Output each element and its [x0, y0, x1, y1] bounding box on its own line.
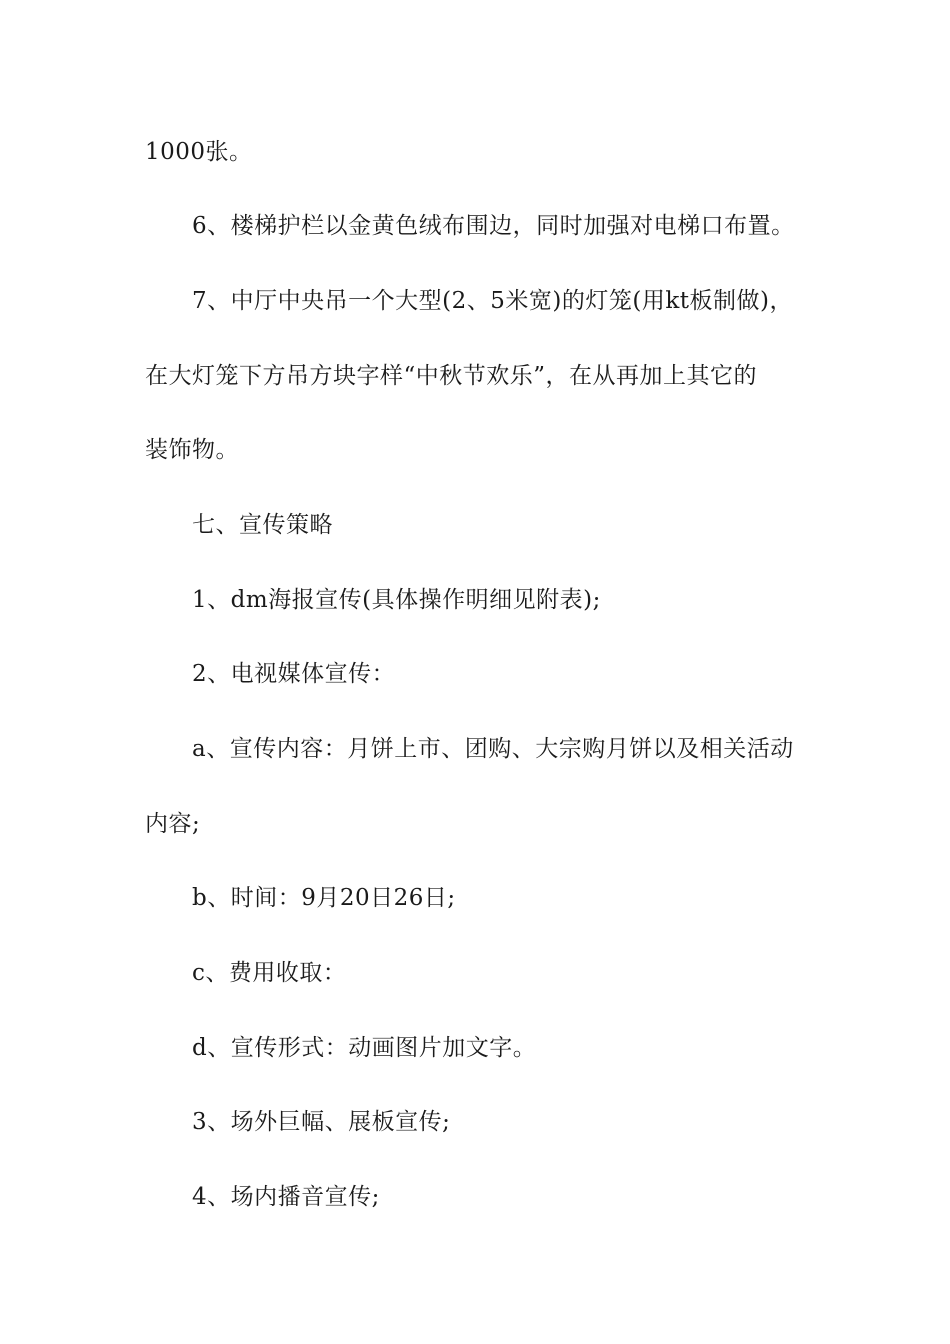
- text-line-item-7-end: 装饰物。: [145, 437, 239, 463]
- text-line-promo-c: c、费用收取：: [192, 960, 347, 986]
- text-line-promo-a: a、宣传内容：月饼上市、团购、大宗购月饼以及相关活动: [192, 736, 794, 762]
- text-line-quantity: 1000张。: [145, 139, 253, 165]
- text-line-promo-d: d、宣传形式：动画图片加文字。: [192, 1035, 537, 1061]
- text-line-item-6: 6、楼梯护栏以金黄色绒布围边，同时加强对电梯口布置。: [192, 213, 795, 239]
- text-line-promo-4: 4、场内播音宣传;: [192, 1184, 380, 1210]
- text-line-promo-3: 3、场外巨幅、展板宣传;: [192, 1109, 451, 1135]
- text-line-item-7: 7、中厅中央吊一个大型(2、5米宽)的灯笼(用kt板制做)，: [192, 288, 793, 314]
- text-line-promo-a-cont: 内容;: [145, 811, 201, 837]
- text-line-promo-1: 1、dm海报宣传(具体操作明细见附表);: [192, 587, 601, 613]
- section-heading-promotion: 七、宣传策略: [192, 512, 333, 538]
- text-line-promo-b: b、时间：9月20日26日;: [192, 885, 456, 911]
- text-line-item-7-cont: 在大灯笼下方吊方块字样“中秋节欢乐”，在从再加上其它的: [145, 363, 758, 389]
- text-line-promo-2: 2、电视媒体宣传：: [192, 661, 396, 687]
